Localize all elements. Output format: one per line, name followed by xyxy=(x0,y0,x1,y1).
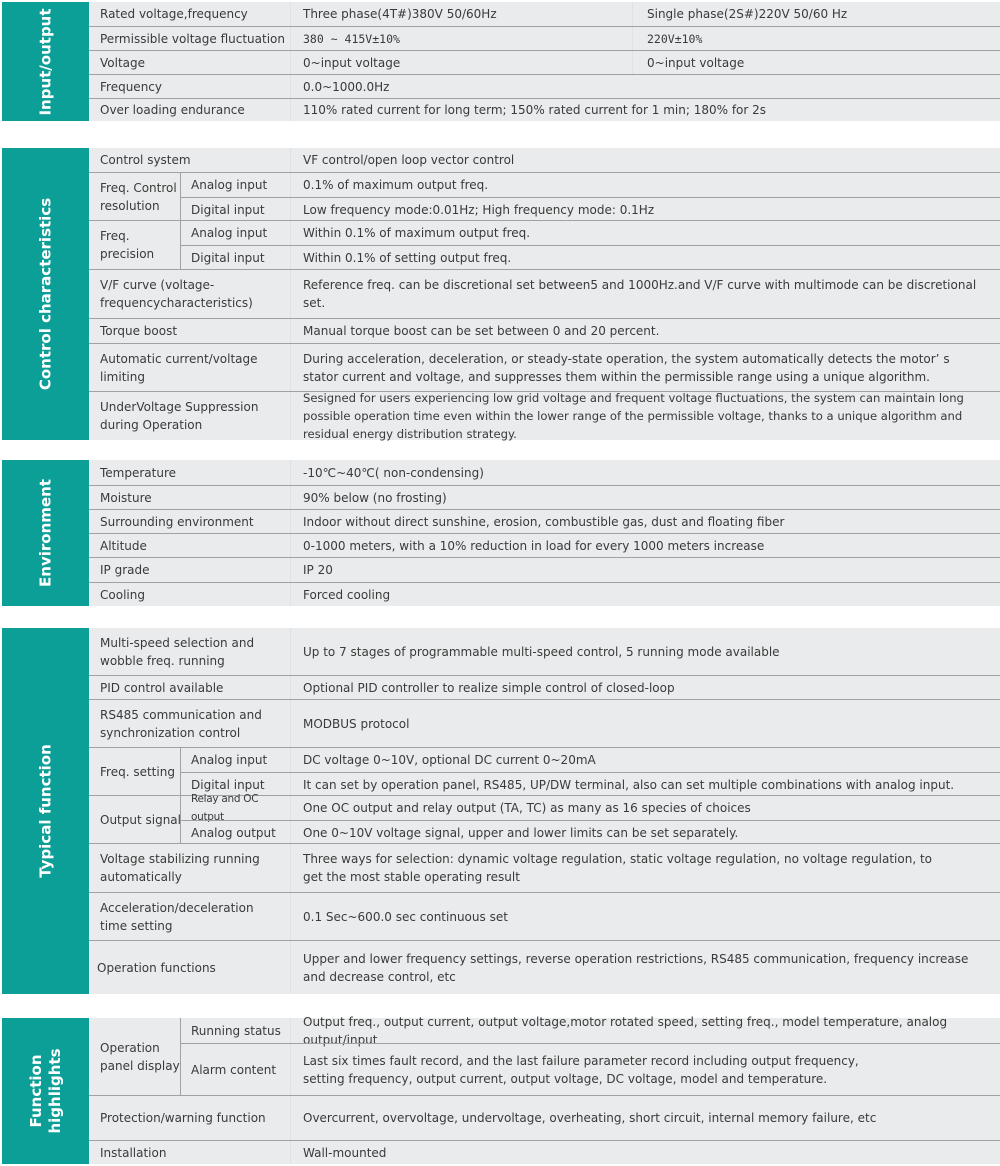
table-row xyxy=(89,485,1000,509)
row-value: Within 0.1% of setting output freq. xyxy=(290,246,1000,270)
table-row xyxy=(89,460,1000,485)
row-value: -10℃~40℃( non-condensing) xyxy=(290,460,1000,485)
row-value: Up to 7 stages of programmable multi-speed control, 5 running mode available xyxy=(290,628,1000,675)
table-row xyxy=(89,269,1000,318)
table-row xyxy=(89,50,1000,74)
table-row-group xyxy=(89,795,1000,843)
table-row xyxy=(89,98,1000,121)
table-row xyxy=(89,391,1000,440)
row-value: 110% rated current for long term; 150% rated current for 1 min; 180% for 2s xyxy=(290,99,1000,121)
table-row xyxy=(89,940,1000,994)
sub-label: Analog output xyxy=(180,821,290,844)
row-label: Altitude xyxy=(100,538,147,553)
sub-row xyxy=(180,197,1000,221)
row-value: MODBUS protocol xyxy=(290,700,1000,747)
group-label: Operation panel display xyxy=(100,1040,180,1073)
section-title: Environment xyxy=(36,479,54,587)
table-row xyxy=(89,533,1000,557)
value-three-phase: 380 ~ 415V±10% xyxy=(290,27,632,50)
row-label: Automatic current/voltage limiting xyxy=(100,351,258,384)
value-three-phase: 0~input voltage xyxy=(290,51,632,74)
value-single-phase: 0~input voltage xyxy=(632,51,1000,74)
row-value: One OC output and relay output (TA, TC) as many as 16 species of choices xyxy=(290,796,1000,820)
row-value: Sesigned for users experiencing low grid voltage and frequent voltage fluctuations, the system can maintain long possible operation time even within the lower range of the permissible voltage, thanks to a unique algorithm and residual energy distribution strategy. xyxy=(290,392,1000,440)
row-value: Wall-mounted xyxy=(290,1141,1000,1164)
sub-label: Analog input xyxy=(180,173,290,197)
sub-row xyxy=(180,1014,1000,1047)
row-value: IP 20 xyxy=(290,558,1000,582)
table-row xyxy=(89,843,1000,892)
row-value: It can set by operation panel, RS485, UP/DW terminal, also can set multiple combinations with analog input. xyxy=(290,773,1000,796)
row-value: 0.0~1000.0Hz xyxy=(290,75,1000,98)
value-single-phase: Single phase(2S#)220V 50/60 Hz xyxy=(632,2,1000,26)
row-value: 0.1 Sec~600.0 sec continuous set xyxy=(290,893,1000,940)
row-label: Control system xyxy=(100,153,191,167)
group-label: Freq. setting xyxy=(100,764,175,779)
row-value: 0.1% of maximum output freq. xyxy=(290,173,1000,197)
row-label: V/F curve (voltage-frequencycharacteristics) xyxy=(100,278,253,310)
table-row xyxy=(89,699,1000,747)
sub-label: Digital input xyxy=(180,198,290,221)
row-label: Installation xyxy=(100,1145,167,1160)
table-row xyxy=(89,557,1000,582)
table-row xyxy=(89,318,1000,343)
group-label: Freq. Control resolution xyxy=(100,180,177,213)
row-label: Over loading endurance xyxy=(100,103,245,117)
sub-label: Analog input xyxy=(180,748,290,772)
table-row xyxy=(89,582,1000,606)
row-label: Voltage xyxy=(100,55,146,70)
spec-table xyxy=(89,1014,1000,1164)
section-header-bar xyxy=(2,628,89,994)
row-value: Low frequency mode:0.01Hz; High frequency mode: 0.1Hz xyxy=(290,198,1000,221)
table-row xyxy=(89,675,1000,699)
row-label: Surrounding environment xyxy=(100,514,254,529)
section-typical-function xyxy=(2,628,1000,994)
row-label: Permissible voltage fluctuation xyxy=(100,31,285,46)
sub-row xyxy=(180,820,1000,844)
row-label: Multi-speed selection and wobble freq. running xyxy=(100,635,255,668)
row-label: IP grade xyxy=(100,563,150,577)
section-control-characteristics xyxy=(2,148,1000,440)
row-value: Overcurrent, overvoltage, undervoltage, overheating, short circuit, internal memory failure, etc xyxy=(290,1096,1000,1140)
row-value: Optional PID controller to realize simple control of closed-loop xyxy=(290,676,1000,699)
section-title: Control characteristics xyxy=(36,197,54,391)
row-label: Torque boost xyxy=(100,324,178,338)
group-label: Freq. precision xyxy=(100,229,155,261)
spec-table xyxy=(89,628,1000,994)
table-row-group xyxy=(89,172,1000,220)
row-value: 90% below (no frosting) xyxy=(290,486,1000,509)
row-label: Temperature xyxy=(100,465,177,480)
sub-row xyxy=(180,245,1000,270)
row-value: Reference freq. can be discretional set between5 and 1000Hz.and V/F curve with multimode can be discretional set. xyxy=(290,270,1000,318)
table-row xyxy=(89,26,1000,50)
sub-row xyxy=(180,221,1000,245)
sub-label: Analog input xyxy=(180,221,290,245)
row-value: Output freq., output current, output voltage,motor rotated speed, setting freq., model temperature, analog output/input xyxy=(290,1018,1000,1043)
sub-row xyxy=(180,772,1000,796)
table-row xyxy=(89,2,1000,26)
sub-row xyxy=(180,793,1000,823)
row-value: Upper and lower frequency settings, reverse operation restrictions, RS485 communication, frequency increase and decrease control, etc xyxy=(290,941,1000,994)
value-single-phase: 220V±10% xyxy=(632,27,1000,50)
row-value: Three ways for selection: dynamic voltage regulation, static voltage regulation, no voltage regulation, to get the most stable operating result xyxy=(290,844,1000,892)
row-value: Last six times fault record, and the last failure parameter record including output frequency, setting frequency, output current, output voltage, DC voltage, model and temperature. xyxy=(290,1044,1000,1095)
spec-table xyxy=(89,148,1000,440)
section-title: Input/output xyxy=(36,7,54,116)
section-header-bar xyxy=(2,460,89,606)
section-title xyxy=(27,1048,65,1133)
row-value: Indoor without direct sunshine, erosion, combustible gas, dust and floating fiber xyxy=(290,510,1000,533)
row-value: VF control/open loop vector control xyxy=(290,148,1000,172)
table-row xyxy=(89,343,1000,391)
sub-row xyxy=(180,748,1000,772)
row-value: 0-1000 meters, with a 10% reduction in load for every 1000 meters increase xyxy=(290,534,1000,557)
table-row-group xyxy=(89,220,1000,269)
row-label: Operation functions xyxy=(97,960,216,975)
row-label: Frequency xyxy=(100,79,162,94)
row-label: Rated voltage,frequency xyxy=(100,7,248,21)
row-value: DC voltage 0~10V, optional DC current 0~20mA xyxy=(290,748,1000,772)
sub-label: Running status xyxy=(180,1018,290,1043)
sub-label: Alarm content xyxy=(180,1044,290,1095)
table-row xyxy=(89,1140,1000,1164)
section-input-output xyxy=(2,2,1000,121)
table-row xyxy=(89,1095,1000,1140)
row-value: During acceleration, deceleration, or steady-state operation, the system automatically detects the motor’ s stator current and voltage, and suppresses them within the permissible range using a unique algorithm. xyxy=(290,344,1000,391)
row-label: RS485 communication and synchronization control xyxy=(100,707,262,740)
row-label: Voltage stabilizing running automatically xyxy=(100,852,260,884)
sub-row xyxy=(180,1043,1000,1095)
table-row xyxy=(89,628,1000,675)
row-value: Manual torque boost can be set between 0 and 20 percent. xyxy=(290,319,1000,343)
row-label: UnderVoltage Suppression during Operation xyxy=(100,400,259,432)
row-label: Moisture xyxy=(100,490,152,505)
table-row-group xyxy=(89,747,1000,795)
section-function-highlights xyxy=(2,1014,1000,1164)
section-header-bar xyxy=(2,1018,89,1164)
row-label: Protection/warning function xyxy=(100,1111,266,1125)
section-environment xyxy=(2,460,1000,606)
value-three-phase: Three phase(4T#)380V 50/60Hz xyxy=(290,2,632,26)
group-label: Output signal xyxy=(100,812,181,827)
section-title-line: Function xyxy=(26,1054,45,1128)
sub-row xyxy=(180,173,1000,197)
table-row xyxy=(89,509,1000,533)
row-value: Forced cooling xyxy=(290,583,1000,606)
row-value: Within 0.1% of maximum output freq. xyxy=(290,221,1000,245)
table-row xyxy=(89,148,1000,172)
table-row xyxy=(89,74,1000,98)
sub-label: Digital input xyxy=(180,773,290,796)
section-title-line: highlights xyxy=(45,1048,64,1134)
table-row-group xyxy=(89,1014,1000,1095)
sub-label: Digital input xyxy=(180,246,290,270)
row-label: Cooling xyxy=(100,587,145,602)
sub-label: Relay and OC output xyxy=(180,796,290,820)
row-label: PID control available xyxy=(100,680,224,695)
spec-table xyxy=(89,2,1000,121)
section-title: Typical function xyxy=(36,744,54,878)
table-row xyxy=(89,892,1000,940)
row-label: Acceleration/deceleration time setting xyxy=(100,900,254,933)
section-header-bar xyxy=(2,148,89,440)
section-header-bar xyxy=(2,2,89,121)
spec-table xyxy=(89,460,1000,606)
row-value: One 0~10V voltage signal, upper and lower limits can be set separately. xyxy=(290,821,1000,844)
